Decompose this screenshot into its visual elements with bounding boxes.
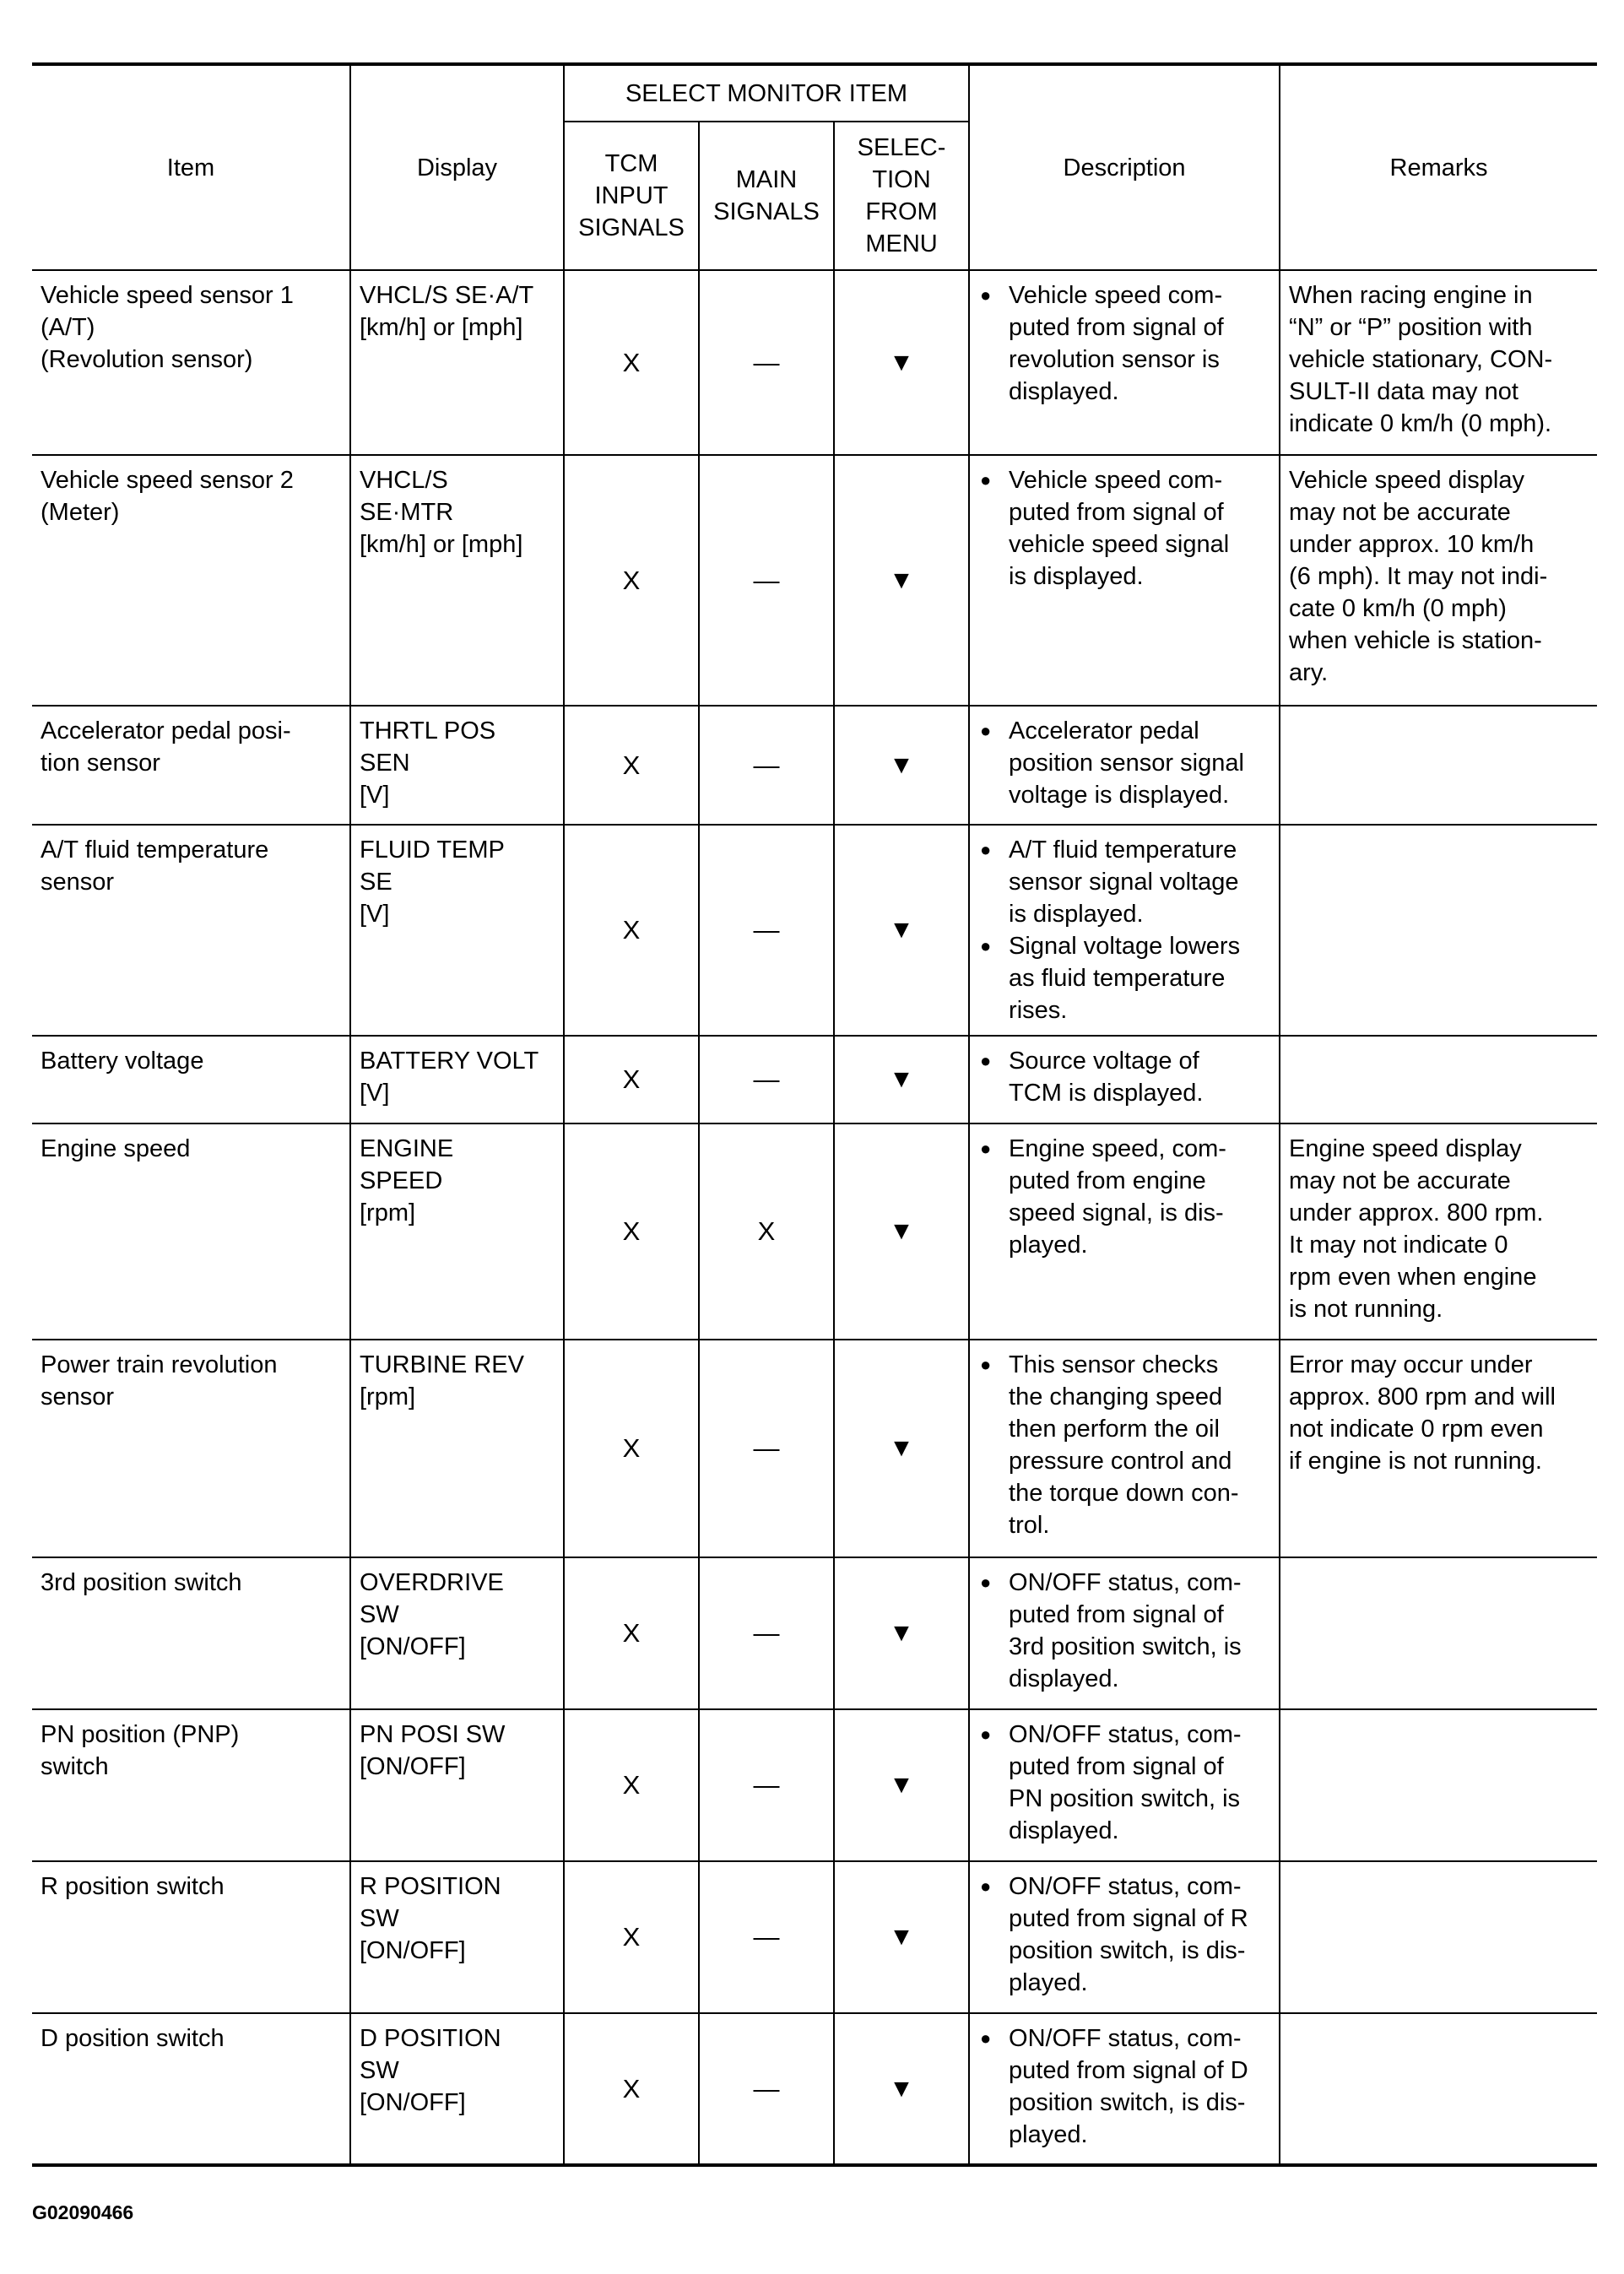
description-bullet-item: ● Vehicle speed com- puted from signal of vehicle speed signal is displayed.	[978, 464, 1270, 593]
cell-remarks	[1280, 2013, 1597, 2165]
cell-selection-from-menu: ▼	[834, 270, 969, 455]
cell-tcm-input-signals: X	[564, 706, 699, 825]
table-row	[32, 1340, 1597, 1557]
cell-remarks	[1280, 1709, 1597, 1861]
cell-display: R POSITION SW [ON/OFF]	[350, 1861, 564, 2013]
header-main-signals: MAIN SIGNALS	[699, 122, 834, 270]
header-row-top	[32, 64, 1597, 122]
cell-main-signals: —	[699, 1861, 834, 2013]
table-row	[32, 1557, 1597, 1709]
cell-display: VHCL/S SE·A/T [km/h] or [mph]	[350, 270, 564, 455]
monitor-item-table-wrapper	[32, 62, 1597, 2167]
cell-display: THRTL POS SEN [V]	[350, 706, 564, 825]
cell-display: OVERDRIVE SW [ON/OFF]	[350, 1557, 564, 1709]
cell-main-signals: —	[699, 1709, 834, 1861]
cell-remarks	[1280, 1036, 1597, 1123]
cell-item: A/T fluid temperature sensor	[32, 825, 350, 1036]
header-remarks: Remarks	[1280, 64, 1597, 270]
cell-tcm-input-signals: X	[564, 1557, 699, 1709]
cell-tcm-input-signals: X	[564, 455, 699, 706]
cell-description	[969, 455, 1280, 706]
cell-remarks: Vehicle speed display may not be accurate under approx. 10 km/h (6 mph). It may not indi- cate 0 km/h (0 mph) when vehicle is station- ary.	[1280, 455, 1597, 706]
cell-selection-from-menu: ▼	[834, 1123, 969, 1340]
cell-main-signals: X	[699, 1123, 834, 1340]
description-bullet-item: ● A/T fluid temperature sensor signal voltage is displayed.	[978, 834, 1270, 930]
cell-tcm-input-signals: X	[564, 1036, 699, 1123]
cell-description	[969, 1709, 1280, 1861]
cell-display: FLUID TEMP SE [V]	[350, 825, 564, 1036]
header-display: Display	[350, 64, 564, 270]
cell-tcm-input-signals: X	[564, 270, 699, 455]
cell-selection-from-menu: ▼	[834, 1861, 969, 2013]
table-row	[32, 1123, 1597, 1340]
cell-selection-from-menu: ▼	[834, 2013, 969, 2165]
cell-description	[969, 825, 1280, 1036]
cell-description	[969, 1340, 1280, 1557]
cell-display: TURBINE REV [rpm]	[350, 1340, 564, 1557]
monitor-item-table	[32, 62, 1597, 2167]
table-row	[32, 270, 1597, 455]
cell-main-signals: —	[699, 706, 834, 825]
cell-main-signals: —	[699, 2013, 834, 2165]
cell-selection-from-menu: ▼	[834, 1709, 969, 1861]
cell-item: Battery voltage	[32, 1036, 350, 1123]
cell-description	[969, 1557, 1280, 1709]
header-item: Item	[32, 64, 350, 270]
cell-description	[969, 1036, 1280, 1123]
cell-tcm-input-signals: X	[564, 1709, 699, 1861]
header-select-monitor-item: SELECT MONITOR ITEM	[564, 64, 969, 122]
table-header	[32, 64, 1597, 270]
cell-main-signals: —	[699, 270, 834, 455]
cell-remarks: Error may occur under approx. 800 rpm and will not indicate 0 rpm even if engine is not running.	[1280, 1340, 1597, 1557]
cell-remarks	[1280, 825, 1597, 1036]
cell-description	[969, 1123, 1280, 1340]
cell-tcm-input-signals: X	[564, 1123, 699, 1340]
cell-tcm-input-signals: X	[564, 825, 699, 1036]
header-tcm-input-signals: TCM INPUT SIGNALS	[564, 122, 699, 270]
cell-selection-from-menu: ▼	[834, 706, 969, 825]
cell-display: ENGINE SPEED [rpm]	[350, 1123, 564, 1340]
cell-description	[969, 1861, 1280, 2013]
table-row	[32, 1036, 1597, 1123]
cell-remarks	[1280, 1861, 1597, 2013]
header-selection-from-menu: SELEC- TION FROM MENU	[834, 122, 969, 270]
cell-remarks	[1280, 706, 1597, 825]
cell-display: D POSITION SW [ON/OFF]	[350, 2013, 564, 2165]
description-bullet-item: ● ON/OFF status, com- puted from signal of D position switch, is dis- played.	[978, 2022, 1270, 2151]
description-bullet-item: ● Source voltage of TCM is displayed.	[978, 1045, 1270, 1109]
cell-item: PN position (PNP) switch	[32, 1709, 350, 1861]
description-bullet-item: ● Engine speed, com- puted from engine speed signal, is dis- played.	[978, 1133, 1270, 1261]
cell-item: Power train revolution sensor	[32, 1340, 350, 1557]
cell-remarks: Engine speed display may not be accurate under approx. 800 rpm. It may not indicate 0 rpm even when engine is not running.	[1280, 1123, 1597, 1340]
cell-main-signals: —	[699, 1557, 834, 1709]
cell-selection-from-menu: ▼	[834, 455, 969, 706]
cell-remarks	[1280, 1557, 1597, 1709]
cell-item: D position switch	[32, 2013, 350, 2165]
description-bullet-item: ● Vehicle speed com- puted from signal of revolution sensor is displayed.	[978, 279, 1270, 408]
cell-tcm-input-signals: X	[564, 1340, 699, 1557]
table-row	[32, 2013, 1597, 2165]
cell-item: R position switch	[32, 1861, 350, 2013]
cell-item: Engine speed	[32, 1123, 350, 1340]
cell-description	[969, 706, 1280, 825]
table-row	[32, 825, 1597, 1036]
description-bullet-item: ● This sensor checks the changing speed then perform the oil pressure control and the torque down con- trol.	[978, 1349, 1270, 1541]
cell-item: 3rd position switch	[32, 1557, 350, 1709]
cell-item: Vehicle speed sensor 2 (Meter)	[32, 455, 350, 706]
cell-main-signals: —	[699, 1036, 834, 1123]
cell-remarks: When racing engine in “N” or “P” position with vehicle stationary, CON- SULT-II data may not indicate 0 km/h (0 mph).	[1280, 270, 1597, 455]
cell-main-signals: —	[699, 1340, 834, 1557]
table-body	[32, 270, 1597, 2165]
description-bullet-item: ● Accelerator pedal position sensor signal voltage is displayed.	[978, 715, 1270, 811]
cell-display: VHCL/S SE·MTR [km/h] or [mph]	[350, 455, 564, 706]
cell-tcm-input-signals: X	[564, 1861, 699, 2013]
cell-item: Accelerator pedal posi- tion sensor	[32, 706, 350, 825]
description-bullet-item: ● ON/OFF status, com- puted from signal of PN position switch, is displayed.	[978, 1719, 1270, 1847]
cell-tcm-input-signals: X	[564, 2013, 699, 2165]
cell-main-signals: —	[699, 455, 834, 706]
cell-display: BATTERY VOLT [V]	[350, 1036, 564, 1123]
cell-selection-from-menu: ▼	[834, 1557, 969, 1709]
table-row	[32, 455, 1597, 706]
figure-code: G02090466	[32, 2201, 134, 2223]
cell-selection-from-menu: ▼	[834, 1036, 969, 1123]
header-description: Description	[969, 64, 1280, 270]
cell-item: Vehicle speed sensor 1 (A/T) (Revolution sensor)	[32, 270, 350, 455]
cell-description	[969, 2013, 1280, 2165]
cell-selection-from-menu: ▼	[834, 1340, 969, 1557]
description-bullet-item: ● Signal voltage lowers as fluid temperature rises.	[978, 930, 1270, 1026]
description-bullet-item: ● ON/OFF status, com- puted from signal of 3rd position switch, is displayed.	[978, 1567, 1270, 1695]
table-row	[32, 1861, 1597, 2013]
table-row	[32, 706, 1597, 825]
cell-display: PN POSI SW [ON/OFF]	[350, 1709, 564, 1861]
description-bullet-item: ● ON/OFF status, com- puted from signal of R position switch, is dis- played.	[978, 1871, 1270, 1999]
cell-description	[969, 270, 1280, 455]
cell-main-signals: —	[699, 825, 834, 1036]
cell-selection-from-menu: ▼	[834, 825, 969, 1036]
table-row	[32, 1709, 1597, 1861]
